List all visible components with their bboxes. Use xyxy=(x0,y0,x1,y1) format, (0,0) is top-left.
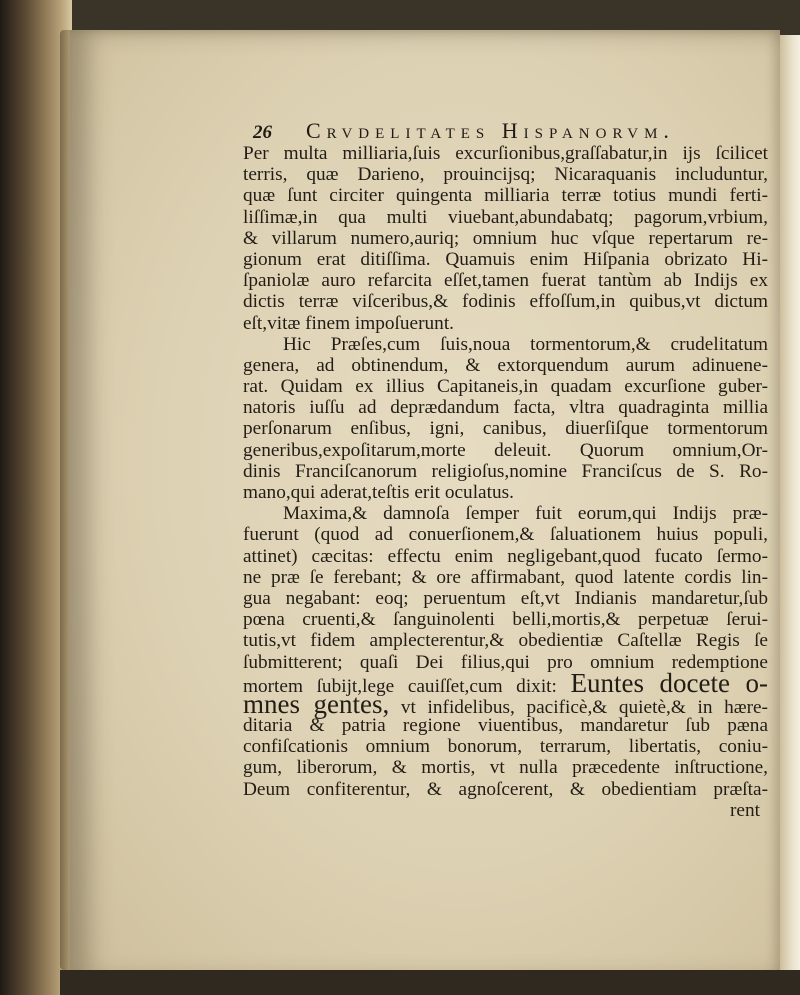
text-line xyxy=(243,397,768,418)
text-line-content: & villarum numero,auriq; omnium huc vſque repertarum re- xyxy=(243,227,768,249)
text-line-content: quæ ſunt circiter quingenta milliaria terræ totius mundi ferti- xyxy=(243,185,768,207)
text-line-content: gum, liberorum, & mortis, vt nulla præcedente inſtructione, xyxy=(243,757,768,779)
text-line xyxy=(243,207,768,228)
text-line-content: terris, quæ Darieno, prouincijsq; Nicaraquanis includuntur, xyxy=(243,164,768,186)
text-line-content: Per multa milliaria,ſuis excurſionibus,graſſabatur,in ijs ſcilicet xyxy=(243,143,768,164)
text-line xyxy=(243,164,768,185)
text-line xyxy=(243,779,768,800)
text-line-content: mano,qui aderat,teſtis erit oculatus. xyxy=(243,482,514,503)
text-line xyxy=(243,228,768,249)
text-line-content: Deum confiterentur, & agnoſcerent, & obedientiam præſta- xyxy=(243,778,768,800)
text-line xyxy=(243,567,768,588)
page-edge xyxy=(780,35,800,975)
running-title: Crvdelitates Hispanorvm. xyxy=(306,118,675,143)
text-line xyxy=(243,418,768,439)
text-line xyxy=(243,482,768,503)
page-number: 26 xyxy=(253,122,272,143)
text-line-content: dinis Franciſcanorum religioſus,nomine Franciſcus de S. Ro- xyxy=(243,460,768,482)
text-line xyxy=(243,524,768,545)
text-line-content: generibus,expoſitarum,morte deleuit. Quorum omnium,Or- xyxy=(243,439,768,461)
text-line-content: pœna cruenti,& ſanguinolenti belli,mortis,& perpetuæ ſerui- xyxy=(243,609,768,631)
text-line xyxy=(243,249,768,270)
text-line xyxy=(243,313,768,334)
text-line-content: rat. Quidam ex illius Capitaneis,in quadam excurſione guber- xyxy=(243,376,768,398)
text-line xyxy=(243,376,768,397)
text-line xyxy=(243,440,768,461)
text-line-content: gua negabant: eoq; peruentum eſt,vt Indianis mandaretur,ſub xyxy=(243,587,768,609)
text-line xyxy=(243,355,768,376)
text-line-content: confiſcationis omnium bonorum, terrarum, libertatis, coniu- xyxy=(243,736,768,758)
text-line xyxy=(243,736,768,757)
text-line-content: eſt,vitæ finem impoſuerunt. xyxy=(243,312,454,334)
text-line-content: ſpaniolæ auro refarcita eſſet,tamen fuerat tantùm ab Indijs ex xyxy=(243,270,768,292)
body-text xyxy=(243,143,768,821)
emphasized-quote: mnes gentes, xyxy=(243,688,390,719)
text-line-content: tutis,vt fidem amplecterentur,& obedientiæ Caſtellæ Regis ſe xyxy=(243,630,768,652)
text-line xyxy=(243,546,768,567)
text-line-content: vt infidelibus, pacificè,& quietè,& in hære- xyxy=(389,696,768,718)
text-line-content: Hic Præſes,cum ſuis,noua tormentorum,& crudelitatum xyxy=(283,333,768,355)
text-line xyxy=(243,461,768,482)
text-line-content: gionum erat ditiſſima. Quamuis enim Hiſpania obrizato Hi- xyxy=(243,248,768,270)
emphasized-quote: Euntes docete o- xyxy=(570,667,768,698)
text-line xyxy=(243,609,768,630)
text-line xyxy=(243,143,768,164)
text-line-content: fuerunt (quod ad conuerſionem,& ſaluationem huius populi, xyxy=(243,524,768,546)
text-line xyxy=(243,630,768,651)
text-line-content: genera, ad obtinendum, & extorquendum aurum adinuene- xyxy=(243,354,768,376)
text-line-content: rent xyxy=(730,799,760,821)
text-line-content: ne præ ſe ferebant; & ore affirmabant, quod latente cordis lin- xyxy=(243,566,768,588)
running-header xyxy=(253,118,723,144)
text-line-content: natoris iuſſu ad deprædandum facta, vltra quadraginta millia xyxy=(243,397,768,419)
text-line-content: attinet) cæcitas: effectu enim negligebant,quod fucato ſermo- xyxy=(243,545,768,567)
text-line-content: Maxima,& damnoſa ſemper fuit eorum,qui Indijs præ- xyxy=(283,503,768,525)
text-line xyxy=(243,185,768,206)
book-bottom-edge xyxy=(60,970,800,995)
text-line xyxy=(243,270,768,291)
text-line-content: perſonarum enſibus, igni, canibus, diuerſiſque tormentorum xyxy=(243,418,768,440)
text-line-content: liſſimæ,in qua multi viuebant,abundabatq; pagorum,vrbium, xyxy=(243,206,768,228)
text-line xyxy=(243,757,768,778)
text-line xyxy=(243,715,768,736)
text-line xyxy=(243,800,768,821)
text-line xyxy=(243,334,768,355)
text-line-content: ditaria & patria regione viuentibus, mandaretur ſub pæna xyxy=(243,715,768,737)
text-line-content: ſubmitterent; quaſi Dei filius,qui pro omnium redemptione xyxy=(243,651,768,673)
text-line-content: mortem ſubijt,lege cauiſſet,cum dixit: xyxy=(243,675,571,697)
text-line xyxy=(243,291,768,312)
text-line xyxy=(243,503,768,524)
text-line-content: dictis terræ viſceribus,& fodinis effoſſum,in quibus,vt dictum xyxy=(243,291,768,313)
text-line xyxy=(243,688,768,719)
text-line xyxy=(243,588,768,609)
